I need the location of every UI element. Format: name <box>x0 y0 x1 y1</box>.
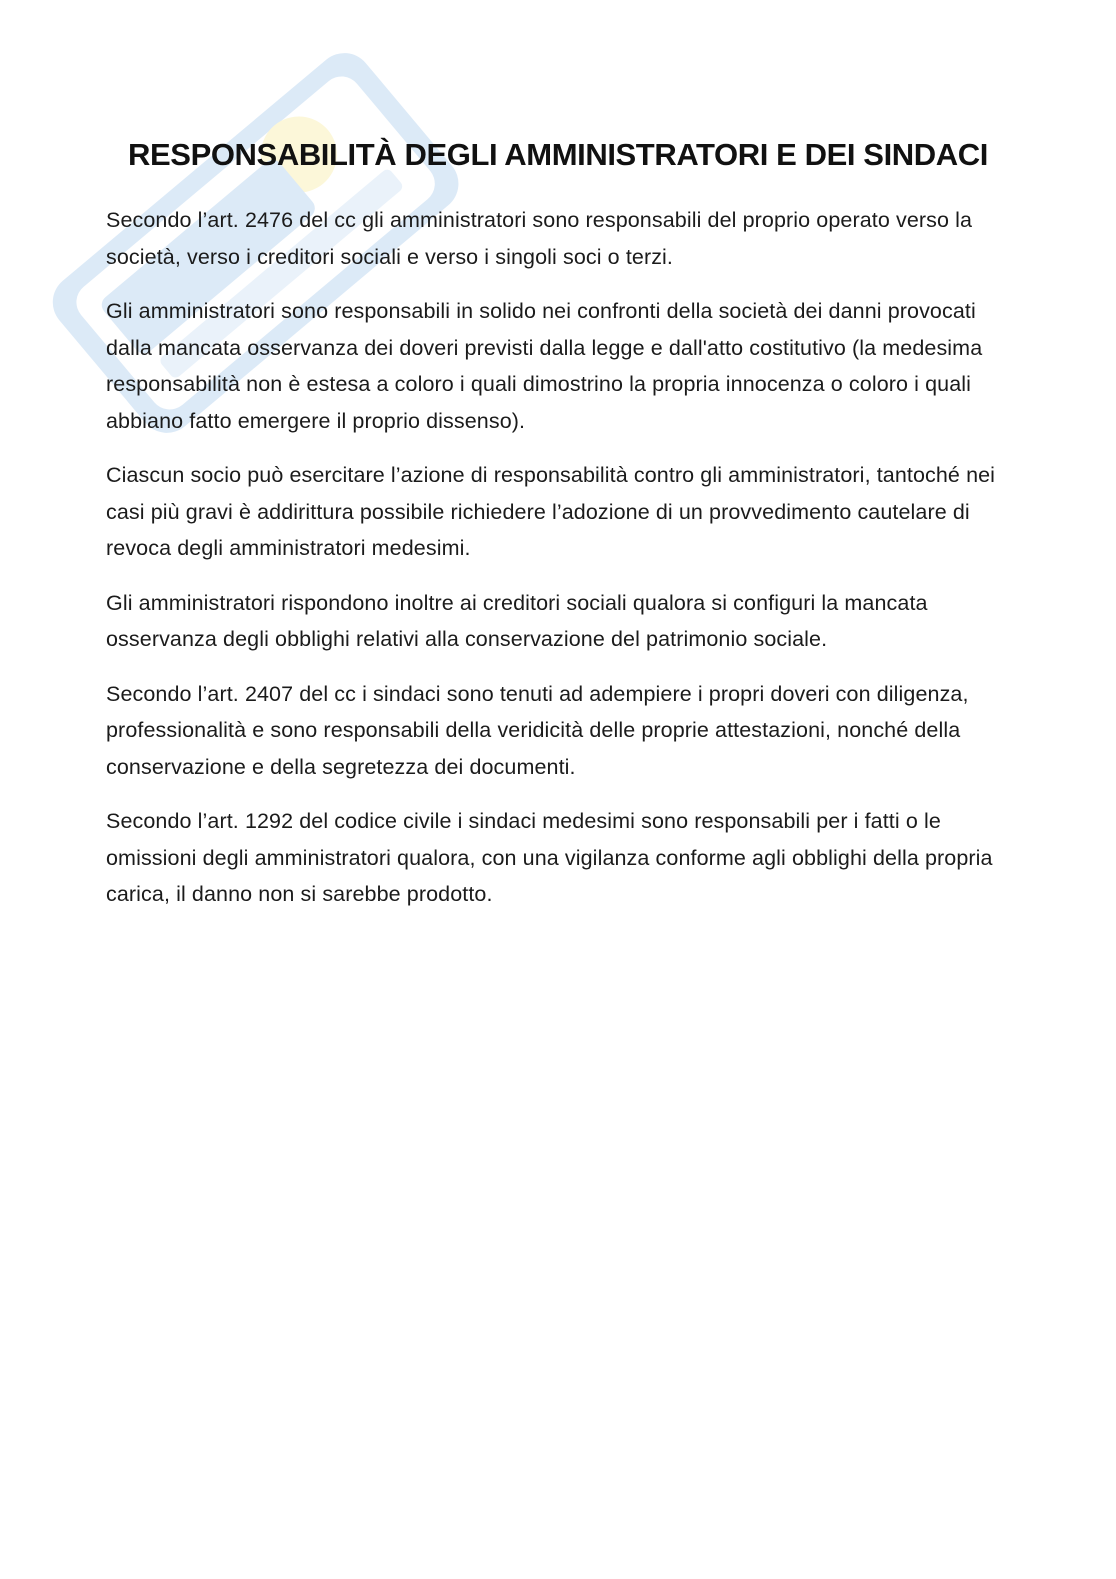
paragraph-3: Ciascun socio può esercitare l’azione di responsabilità contro gli amministratori, tantoché nei casi più gravi è addirittura possibile richiedere l’adozione di un provvedimento cautelare di revoca degli amministratori medesimi. <box>106 463 996 560</box>
paragraph-5: Secondo l’art. 2407 del cc i sindaci sono tenuti ad adempiere i propri doveri con diligenza, professionalità e sono responsabili della veridicità delle proprie attestazioni, nonché della conservazione e della segretezza dei documenti. <box>106 681 969 779</box>
document-title: RESPONSABILITÀ DEGLI AMMINISTRATORI E DEI SINDACI <box>128 137 988 172</box>
document-body <box>106 202 1006 931</box>
paragraph-1: Secondo l’art. 2476 del cc gli amministratori sono responsabili del proprio operato verso la società, verso i creditori sociali e verso i singoli soci o terzi. <box>106 208 973 269</box>
paragraph-4: Gli amministratori rispondono inoltre ai creditori sociali qualora si configuri la mancata osservanza degli obblighi relativi alla conservazione del patrimonio sociale. <box>106 590 928 651</box>
paragraph-2: Gli amministratori sono responsabili in solido nei confronti della società dei danni provocati dalla mancata osservanza dei doveri previsti dalla legge e dall'atto costitutivo (la medesima responsabilità non è estesa a coloro i quali dimostrino la propria innocenza o coloro i quali abbiano fatto emergere il proprio dissenso). <box>106 299 983 433</box>
paragraph-6: Secondo l’art. 1292 del codice civile i sindaci medesimi sono responsabili per i fatti o le omissioni degli amministratori qualora, con una vigilanza conforme agli obblighi della propria carica, il danno non si sarebbe prodotto. <box>106 809 993 906</box>
